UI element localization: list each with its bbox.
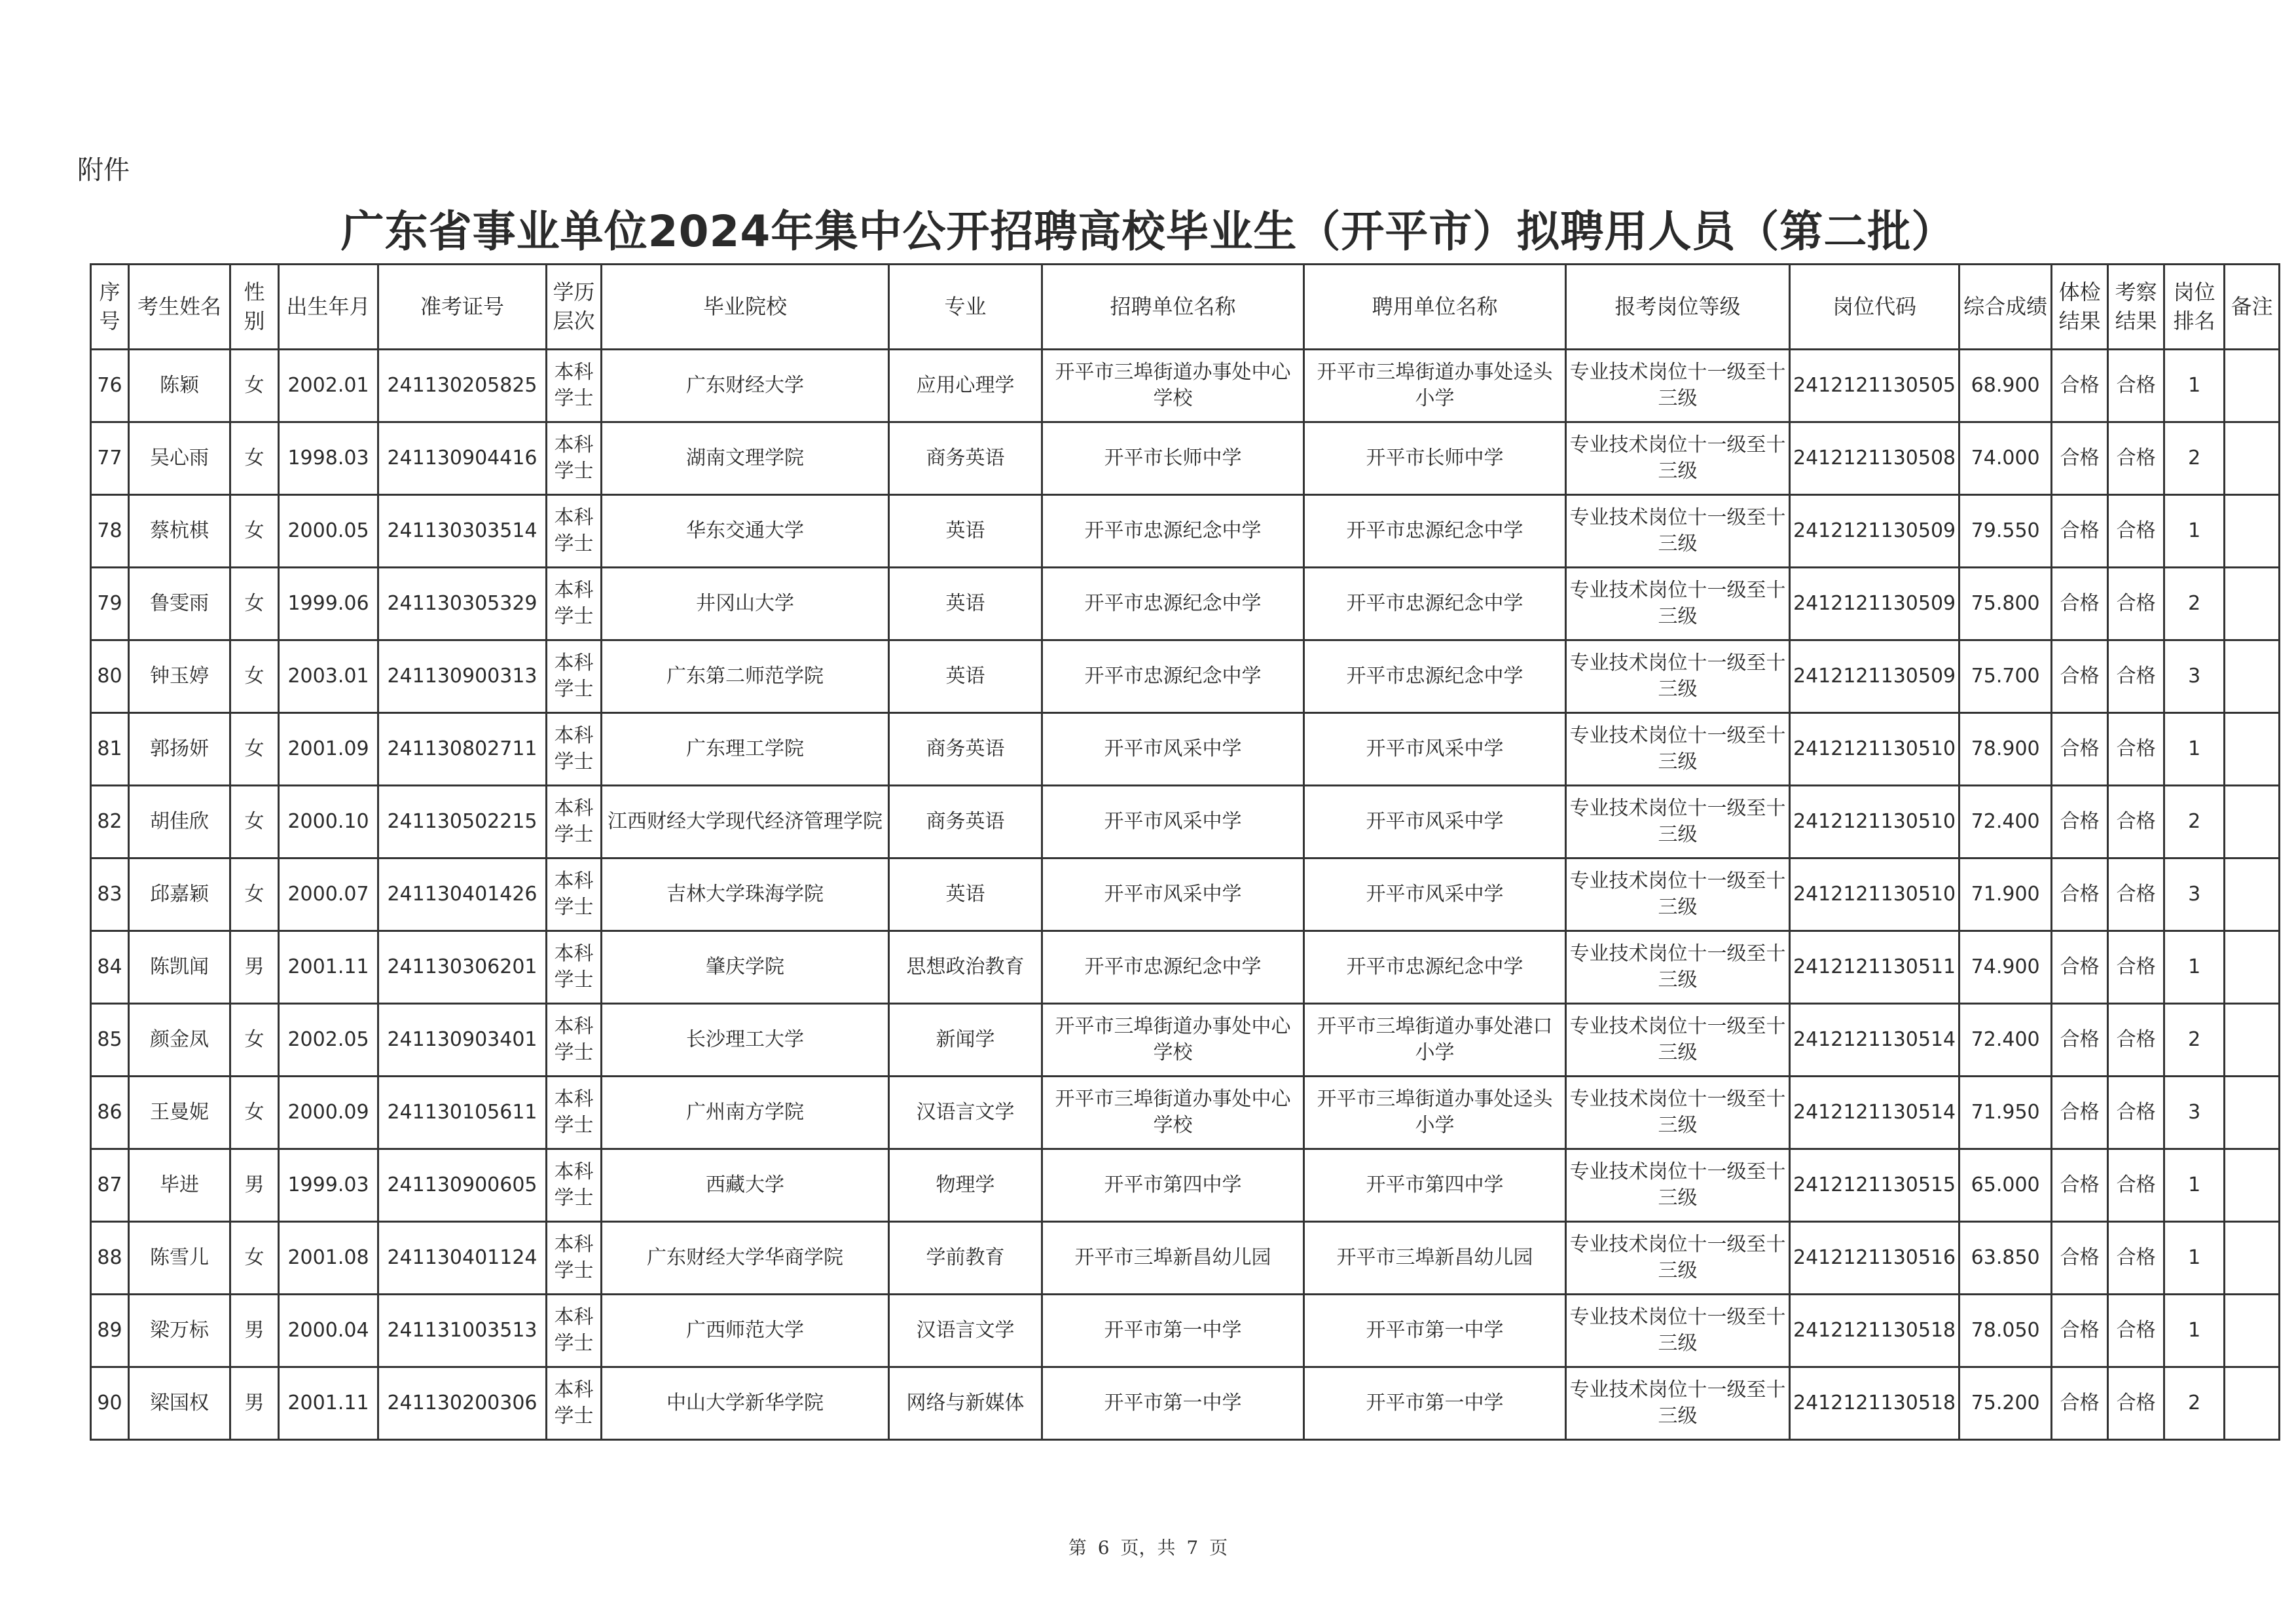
cell-no: 90 (91, 1367, 129, 1440)
cell-exam-id: 241130306201 (378, 931, 547, 1004)
cell-major: 学前教育 (889, 1222, 1042, 1295)
cell-gender: 女 (230, 1077, 279, 1149)
cell-school: 湖南文理学院 (602, 422, 889, 495)
cell-post-code: 2412121130510 (1790, 858, 1959, 931)
cell-name: 吴心雨 (129, 422, 230, 495)
cell-level: 专业技术岗位十一级至十三级 (1566, 1004, 1790, 1077)
cell-rank: 1 (2164, 495, 2225, 568)
cell-hire-unit: 开平市忠源纪念中学 (1304, 640, 1566, 713)
cell-gender: 女 (230, 786, 279, 858)
cell-name: 邱嘉颖 (129, 858, 230, 931)
cell-hire-unit: 开平市第一中学 (1304, 1295, 1566, 1367)
header-review: 考察结果 (2108, 265, 2164, 350)
header-major: 专业 (889, 265, 1042, 350)
cell-birth: 2000.10 (279, 786, 378, 858)
cell-edu: 本科学士 (547, 350, 602, 422)
cell-name: 胡佳欣 (129, 786, 230, 858)
cell-name: 郭扬妍 (129, 713, 230, 786)
cell-birth: 2001.11 (279, 931, 378, 1004)
cell-school: 井冈山大学 (602, 568, 889, 640)
cell-score: 72.400 (1959, 1004, 2052, 1077)
cell-birth: 2000.05 (279, 495, 378, 568)
cell-recruit-unit: 开平市第一中学 (1042, 1295, 1304, 1367)
cell-birth: 2001.09 (279, 713, 378, 786)
cell-score: 71.900 (1959, 858, 2052, 931)
cell-review: 合格 (2108, 350, 2164, 422)
cell-gender: 男 (230, 1149, 279, 1222)
cell-recruit-unit: 开平市忠源纪念中学 (1042, 640, 1304, 713)
cell-level: 专业技术岗位十一级至十三级 (1566, 495, 1790, 568)
header-note: 备注 (2225, 265, 2280, 350)
cell-physical: 合格 (2052, 422, 2108, 495)
cell-post-code: 2412121130514 (1790, 1077, 1959, 1149)
cell-major: 汉语言文学 (889, 1077, 1042, 1149)
cell-recruit-unit: 开平市风采中学 (1042, 858, 1304, 931)
cell-hire-unit: 开平市第四中学 (1304, 1149, 1566, 1222)
cell-major: 商务英语 (889, 422, 1042, 495)
cell-hire-unit: 开平市忠源纪念中学 (1304, 568, 1566, 640)
cell-edu: 本科学士 (547, 786, 602, 858)
cell-post-code: 2412121130509 (1790, 640, 1959, 713)
cell-school: 肇庆学院 (602, 931, 889, 1004)
cell-no: 80 (91, 640, 129, 713)
cell-score: 79.550 (1959, 495, 2052, 568)
cell-score: 78.050 (1959, 1295, 2052, 1367)
cell-birth: 2001.11 (279, 1367, 378, 1440)
cell-hire-unit: 开平市第一中学 (1304, 1367, 1566, 1440)
cell-review: 合格 (2108, 495, 2164, 568)
cell-review: 合格 (2108, 713, 2164, 786)
cell-level: 专业技术岗位十一级至十三级 (1566, 713, 1790, 786)
cell-physical: 合格 (2052, 1222, 2108, 1295)
cell-note (2225, 858, 2280, 931)
cell-school: 江西财经大学现代经济管理学院 (602, 786, 889, 858)
cell-school: 吉林大学珠海学院 (602, 858, 889, 931)
cell-recruit-unit: 开平市忠源纪念中学 (1042, 568, 1304, 640)
header-hire-unit: 聘用单位名称 (1304, 265, 1566, 350)
cell-hire-unit: 开平市忠源纪念中学 (1304, 931, 1566, 1004)
cell-post-code: 2412121130509 (1790, 568, 1959, 640)
cell-name: 钟玉婷 (129, 640, 230, 713)
cell-edu: 本科学士 (547, 931, 602, 1004)
cell-exam-id: 241130305329 (378, 568, 547, 640)
cell-name: 梁万标 (129, 1295, 230, 1367)
cell-edu: 本科学士 (547, 495, 602, 568)
cell-note (2225, 350, 2280, 422)
cell-hire-unit: 开平市三埠街道办事处港口小学 (1304, 1004, 1566, 1077)
table-row (91, 568, 2280, 640)
cell-physical: 合格 (2052, 1295, 2108, 1367)
cell-physical: 合格 (2052, 1367, 2108, 1440)
cell-hire-unit: 开平市忠源纪念中学 (1304, 495, 1566, 568)
cell-post-code: 2412121130508 (1790, 422, 1959, 495)
cell-exam-id: 241130502215 (378, 786, 547, 858)
cell-note (2225, 1367, 2280, 1440)
cell-review: 合格 (2108, 786, 2164, 858)
cell-rank: 1 (2164, 1295, 2225, 1367)
document-title: 广东省事业单位2024年集中公开招聘高校毕业生（开平市）拟聘用人员（第二批） (340, 206, 1956, 257)
cell-review: 合格 (2108, 1295, 2164, 1367)
cell-physical: 合格 (2052, 931, 2108, 1004)
cell-no: 82 (91, 786, 129, 858)
cell-review: 合格 (2108, 1367, 2164, 1440)
cell-major: 新闻学 (889, 1004, 1042, 1077)
table-row (91, 1367, 2280, 1440)
cell-exam-id: 241130401426 (378, 858, 547, 931)
table-row (91, 786, 2280, 858)
cell-review: 合格 (2108, 931, 2164, 1004)
cell-rank: 2 (2164, 1367, 2225, 1440)
cell-birth: 1999.06 (279, 568, 378, 640)
header-birth: 出生年月 (279, 265, 378, 350)
cell-school: 中山大学新华学院 (602, 1367, 889, 1440)
cell-exam-id: 241130205825 (378, 350, 547, 422)
cell-exam-id: 241130200306 (378, 1367, 547, 1440)
table-row (91, 713, 2280, 786)
table-row (91, 1222, 2280, 1295)
cell-hire-unit: 开平市风采中学 (1304, 786, 1566, 858)
cell-review: 合格 (2108, 1004, 2164, 1077)
cell-score: 74.000 (1959, 422, 2052, 495)
cell-level: 专业技术岗位十一级至十三级 (1566, 640, 1790, 713)
cell-gender: 女 (230, 350, 279, 422)
cell-rank: 3 (2164, 640, 2225, 713)
cell-gender: 女 (230, 640, 279, 713)
cell-rank: 2 (2164, 786, 2225, 858)
cell-physical: 合格 (2052, 858, 2108, 931)
cell-score: 74.900 (1959, 931, 2052, 1004)
cell-recruit-unit: 开平市三埠新昌幼儿园 (1042, 1222, 1304, 1295)
header-name: 考生姓名 (129, 265, 230, 350)
cell-level: 专业技术岗位十一级至十三级 (1566, 1295, 1790, 1367)
cell-post-code: 2412121130510 (1790, 713, 1959, 786)
cell-name: 蔡杭棋 (129, 495, 230, 568)
cell-no: 85 (91, 1004, 129, 1077)
cell-edu: 本科学士 (547, 713, 602, 786)
attachment-label: 附件 (77, 155, 130, 185)
table-row (91, 1004, 2280, 1077)
cell-rank: 1 (2164, 931, 2225, 1004)
cell-hire-unit: 开平市三埠街道办事处迳头小学 (1304, 1077, 1566, 1149)
cell-physical: 合格 (2052, 350, 2108, 422)
cell-school: 华东交通大学 (602, 495, 889, 568)
table-row (91, 350, 2280, 422)
cell-level: 专业技术岗位十一级至十三级 (1566, 350, 1790, 422)
cell-no: 86 (91, 1077, 129, 1149)
cell-major: 英语 (889, 640, 1042, 713)
cell-major: 商务英语 (889, 713, 1042, 786)
table-row (91, 422, 2280, 495)
table-header-row (91, 265, 2280, 350)
cell-birth: 1998.03 (279, 422, 378, 495)
cell-rank: 1 (2164, 1222, 2225, 1295)
cell-rank: 2 (2164, 1004, 2225, 1077)
cell-rank: 3 (2164, 1077, 2225, 1149)
cell-edu: 本科学士 (547, 1295, 602, 1367)
cell-score: 68.900 (1959, 350, 2052, 422)
cell-exam-id: 241130401124 (378, 1222, 547, 1295)
header-exam-id: 准考证号 (378, 265, 547, 350)
cell-note (2225, 1295, 2280, 1367)
cell-note (2225, 931, 2280, 1004)
cell-note (2225, 640, 2280, 713)
cell-major: 应用心理学 (889, 350, 1042, 422)
cell-recruit-unit: 开平市忠源纪念中学 (1042, 931, 1304, 1004)
header-school: 毕业院校 (602, 265, 889, 350)
cell-recruit-unit: 开平市风采中学 (1042, 713, 1304, 786)
cell-rank: 1 (2164, 713, 2225, 786)
cell-exam-id: 241131003513 (378, 1295, 547, 1367)
cell-name: 陈颖 (129, 350, 230, 422)
cell-no: 77 (91, 422, 129, 495)
cell-exam-id: 241130303514 (378, 495, 547, 568)
cell-major: 商务英语 (889, 786, 1042, 858)
table-row (91, 1077, 2280, 1149)
cell-physical: 合格 (2052, 786, 2108, 858)
cell-edu: 本科学士 (547, 422, 602, 495)
cell-review: 合格 (2108, 568, 2164, 640)
cell-rank: 1 (2164, 350, 2225, 422)
cell-rank: 1 (2164, 1149, 2225, 1222)
cell-score: 63.850 (1959, 1222, 2052, 1295)
cell-exam-id: 241130903401 (378, 1004, 547, 1077)
cell-school: 广东第二师范学院 (602, 640, 889, 713)
cell-exam-id: 241130802711 (378, 713, 547, 786)
cell-exam-id: 241130105611 (378, 1077, 547, 1149)
cell-physical: 合格 (2052, 568, 2108, 640)
cell-physical: 合格 (2052, 1149, 2108, 1222)
cell-edu: 本科学士 (547, 1149, 602, 1222)
cell-exam-id: 241130904416 (378, 422, 547, 495)
header-edu: 学历层次 (547, 265, 602, 350)
cell-exam-id: 241130900605 (378, 1149, 547, 1222)
cell-major: 英语 (889, 568, 1042, 640)
cell-score: 78.900 (1959, 713, 2052, 786)
cell-name: 陈雪儿 (129, 1222, 230, 1295)
cell-birth: 1999.03 (279, 1149, 378, 1222)
cell-gender: 男 (230, 931, 279, 1004)
cell-hire-unit: 开平市长师中学 (1304, 422, 1566, 495)
cell-name: 陈凯闻 (129, 931, 230, 1004)
cell-gender: 女 (230, 713, 279, 786)
cell-no: 79 (91, 568, 129, 640)
cell-no: 88 (91, 1222, 129, 1295)
cell-score: 71.950 (1959, 1077, 2052, 1149)
header-post-code: 岗位代码 (1790, 265, 1959, 350)
cell-post-code: 2412121130516 (1790, 1222, 1959, 1295)
cell-post-code: 2412121130511 (1790, 931, 1959, 1004)
cell-note (2225, 1004, 2280, 1077)
cell-edu: 本科学士 (547, 858, 602, 931)
cell-school: 广西师范大学 (602, 1295, 889, 1367)
cell-recruit-unit: 开平市第四中学 (1042, 1149, 1304, 1222)
cell-name: 王曼妮 (129, 1077, 230, 1149)
header-rank: 岗位排名 (2164, 265, 2225, 350)
cell-note (2225, 713, 2280, 786)
cell-school: 广东财经大学 (602, 350, 889, 422)
header-physical: 体检结果 (2052, 265, 2108, 350)
cell-rank: 3 (2164, 858, 2225, 931)
cell-exam-id: 241130900313 (378, 640, 547, 713)
table-row (91, 1149, 2280, 1222)
cell-major: 网络与新媒体 (889, 1367, 1042, 1440)
table-row (91, 640, 2280, 713)
cell-school: 广东财经大学华商学院 (602, 1222, 889, 1295)
cell-no: 87 (91, 1149, 129, 1222)
cell-no: 89 (91, 1295, 129, 1367)
header-level: 报考岗位等级 (1566, 265, 1790, 350)
cell-review: 合格 (2108, 640, 2164, 713)
cell-level: 专业技术岗位十一级至十三级 (1566, 786, 1790, 858)
cell-major: 英语 (889, 495, 1042, 568)
cell-birth: 2001.08 (279, 1222, 378, 1295)
hire-list-table (90, 263, 2280, 1441)
cell-post-code: 2412121130510 (1790, 786, 1959, 858)
cell-physical: 合格 (2052, 640, 2108, 713)
header-no: 序号 (91, 265, 129, 350)
table-row (91, 931, 2280, 1004)
cell-level: 专业技术岗位十一级至十三级 (1566, 1367, 1790, 1440)
cell-score: 75.800 (1959, 568, 2052, 640)
cell-recruit-unit: 开平市三埠街道办事处中心学校 (1042, 1077, 1304, 1149)
cell-recruit-unit: 开平市长师中学 (1042, 422, 1304, 495)
cell-name: 鲁雯雨 (129, 568, 230, 640)
cell-hire-unit: 开平市风采中学 (1304, 858, 1566, 931)
table-row (91, 495, 2280, 568)
cell-edu: 本科学士 (547, 640, 602, 713)
cell-edu: 本科学士 (547, 568, 602, 640)
cell-post-code: 2412121130505 (1790, 350, 1959, 422)
cell-physical: 合格 (2052, 1004, 2108, 1077)
cell-review: 合格 (2108, 1149, 2164, 1222)
cell-rank: 2 (2164, 568, 2225, 640)
cell-note (2225, 568, 2280, 640)
cell-gender: 女 (230, 1004, 279, 1077)
cell-gender: 女 (230, 1222, 279, 1295)
cell-level: 专业技术岗位十一级至十三级 (1566, 1222, 1790, 1295)
cell-post-code: 2412121130518 (1790, 1295, 1959, 1367)
cell-gender: 女 (230, 495, 279, 568)
cell-gender: 女 (230, 568, 279, 640)
cell-score: 75.700 (1959, 640, 2052, 713)
cell-edu: 本科学士 (547, 1077, 602, 1149)
cell-birth: 2000.09 (279, 1077, 378, 1149)
cell-post-code: 2412121130509 (1790, 495, 1959, 568)
cell-recruit-unit: 开平市忠源纪念中学 (1042, 495, 1304, 568)
cell-birth: 2002.05 (279, 1004, 378, 1077)
cell-review: 合格 (2108, 1077, 2164, 1149)
cell-gender: 男 (230, 1367, 279, 1440)
cell-score: 65.000 (1959, 1149, 2052, 1222)
cell-level: 专业技术岗位十一级至十三级 (1566, 1149, 1790, 1222)
cell-major: 汉语言文学 (889, 1295, 1042, 1367)
cell-edu: 本科学士 (547, 1222, 602, 1295)
table-row (91, 858, 2280, 931)
header-gender: 性别 (230, 265, 279, 350)
cell-birth: 2000.07 (279, 858, 378, 931)
cell-hire-unit: 开平市三埠新昌幼儿园 (1304, 1222, 1566, 1295)
cell-name: 颜金凤 (129, 1004, 230, 1077)
cell-birth: 2003.01 (279, 640, 378, 713)
cell-gender: 男 (230, 1295, 279, 1367)
cell-note (2225, 1077, 2280, 1149)
cell-level: 专业技术岗位十一级至十三级 (1566, 568, 1790, 640)
cell-physical: 合格 (2052, 713, 2108, 786)
cell-level: 专业技术岗位十一级至十三级 (1566, 422, 1790, 495)
cell-name: 毕进 (129, 1149, 230, 1222)
cell-name: 梁国权 (129, 1367, 230, 1440)
cell-no: 81 (91, 713, 129, 786)
cell-school: 西藏大学 (602, 1149, 889, 1222)
cell-recruit-unit: 开平市三埠街道办事处中心学校 (1042, 350, 1304, 422)
cell-hire-unit: 开平市三埠街道办事处迳头小学 (1304, 350, 1566, 422)
cell-no: 78 (91, 495, 129, 568)
cell-edu: 本科学士 (547, 1367, 602, 1440)
cell-school: 长沙理工大学 (602, 1004, 889, 1077)
header-score: 综合成绩 (1959, 265, 2052, 350)
cell-school: 广东理工学院 (602, 713, 889, 786)
cell-no: 76 (91, 350, 129, 422)
page-footer: 第 6 页，共 7 页 (1068, 1537, 1228, 1559)
cell-school: 广州南方学院 (602, 1077, 889, 1149)
cell-major: 思想政治教育 (889, 931, 1042, 1004)
cell-birth: 2000.04 (279, 1295, 378, 1367)
cell-level: 专业技术岗位十一级至十三级 (1566, 858, 1790, 931)
cell-note (2225, 495, 2280, 568)
cell-rank: 2 (2164, 422, 2225, 495)
cell-note (2225, 422, 2280, 495)
cell-edu: 本科学士 (547, 1004, 602, 1077)
cell-major: 物理学 (889, 1149, 1042, 1222)
cell-note (2225, 786, 2280, 858)
cell-review: 合格 (2108, 1222, 2164, 1295)
cell-recruit-unit: 开平市三埠街道办事处中心学校 (1042, 1004, 1304, 1077)
cell-birth: 2002.01 (279, 350, 378, 422)
cell-physical: 合格 (2052, 495, 2108, 568)
cell-post-code: 2412121130515 (1790, 1149, 1959, 1222)
cell-level: 专业技术岗位十一级至十三级 (1566, 1077, 1790, 1149)
cell-gender: 女 (230, 422, 279, 495)
cell-gender: 女 (230, 858, 279, 931)
cell-hire-unit: 开平市风采中学 (1304, 713, 1566, 786)
cell-level: 专业技术岗位十一级至十三级 (1566, 931, 1790, 1004)
cell-post-code: 2412121130514 (1790, 1004, 1959, 1077)
cell-no: 83 (91, 858, 129, 931)
cell-recruit-unit: 开平市第一中学 (1042, 1367, 1304, 1440)
cell-post-code: 2412121130518 (1790, 1367, 1959, 1440)
cell-major: 英语 (889, 858, 1042, 931)
cell-note (2225, 1222, 2280, 1295)
cell-recruit-unit: 开平市风采中学 (1042, 786, 1304, 858)
cell-review: 合格 (2108, 422, 2164, 495)
cell-note (2225, 1149, 2280, 1222)
cell-score: 72.400 (1959, 786, 2052, 858)
table-body (91, 350, 2280, 1440)
cell-no: 84 (91, 931, 129, 1004)
cell-review: 合格 (2108, 858, 2164, 931)
table-row (91, 1295, 2280, 1367)
header-recruit-unit: 招聘单位名称 (1042, 265, 1304, 350)
cell-physical: 合格 (2052, 1077, 2108, 1149)
cell-score: 75.200 (1959, 1367, 2052, 1440)
